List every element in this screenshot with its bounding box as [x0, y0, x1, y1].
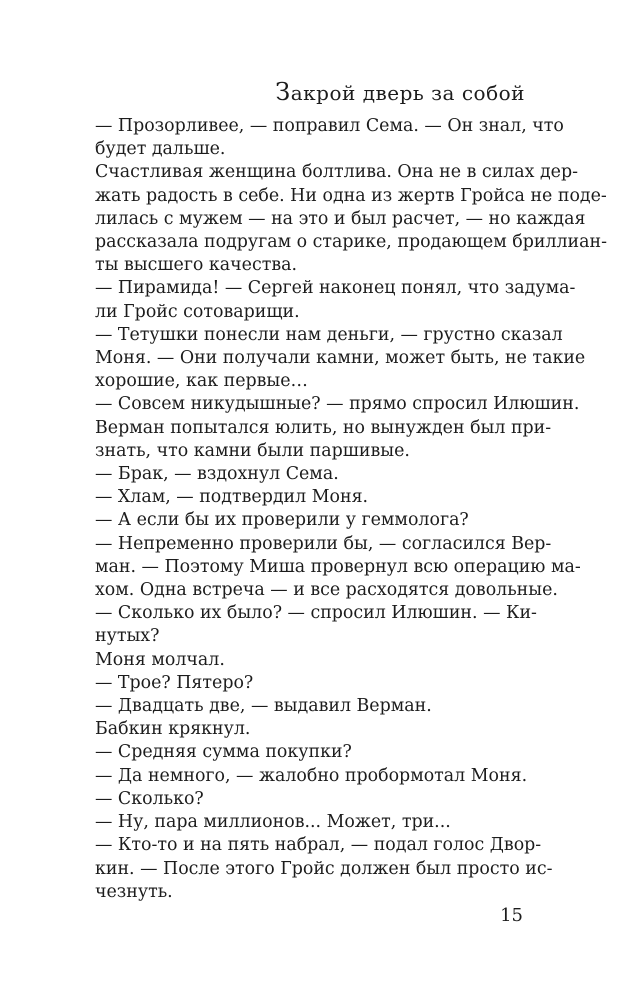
text-line: хом. Одна встреча — и все расходятся довольные. — [95, 580, 558, 601]
text-line: Моня. — Они получали камни, может быть, не такие — [95, 348, 586, 369]
text-line: — Кто-то и на пять набрал, — подал голос Двор- — [95, 835, 542, 856]
text-line: — Пирамида! — Сергей наконец понял, что задума- — [95, 278, 576, 299]
text-line: жать радость в себе. Ни одна из жертв Гройса не поде- — [95, 185, 607, 206]
body-text — [95, 115, 607, 904]
text-line: Верман попытался юлить, но вынужден был при- — [95, 417, 552, 438]
text-line: — Ну, пара миллионов... Может, три... — [95, 812, 451, 833]
text-line: — Тетушки понесли нам деньги, — грустно сказал — [95, 324, 563, 345]
running-head-initial: З — [275, 78, 291, 106]
text-line: — Трое? Пятеро? — [95, 672, 254, 693]
text-line: Счастливая женщина болтлива. Она не в силах дер- — [95, 162, 578, 183]
text-line: — Сколько их было? — спросил Илюшин. — Ки- — [95, 603, 537, 624]
text-line: кин. — После этого Гройс должен был просто ис- — [95, 858, 553, 879]
text-line: ман. — Поэтому Миша провернул всю операцию ма- — [95, 556, 581, 577]
text-line: знать, что камни были паршивые. — [95, 440, 410, 461]
text-line: Бабкин крякнул. — [95, 719, 251, 740]
text-line: — Сколько? — [95, 788, 204, 809]
text-line: — Совсем никудышные? — прямо спросил Илюшин. — [95, 394, 580, 415]
text-line: будет дальше. — [95, 139, 226, 160]
text-line: ты высшего качества. — [95, 255, 298, 276]
text-line: — Непременно проверили бы, — согласился Вер- — [95, 533, 552, 554]
text-line: — Средняя сумма покупки? — [95, 742, 352, 763]
running-head-text: акрой дверь за собой — [290, 81, 525, 105]
text-line: — А если бы их проверили у геммолога? — [95, 510, 469, 531]
text-line: — Брак, — вздохнул Сема. — [95, 464, 339, 485]
text-line: нутых? — [95, 626, 160, 647]
text-line: — Да немного, — жалобно пробормотал Моня. — [95, 765, 528, 786]
running-head — [275, 80, 525, 105]
text-line: лилась с мужем — на это и был расчет, — но каждая — [95, 208, 586, 229]
text-line: — Прозорливее, — поправил Сема. — Он знал, что — [95, 116, 564, 136]
text-line: хорошие, как первые… — [95, 371, 308, 392]
text-line: рассказала подругам о старике, продающем бриллиан- — [95, 232, 607, 253]
text-line: ли Гройс сотоварищи. — [95, 301, 300, 322]
text-line: — Хлам, — подтвердил Моня. — [95, 487, 369, 508]
page-number: 15 — [500, 905, 523, 926]
text-line: чезнуть. — [95, 881, 173, 902]
text-line: Моня молчал. — [95, 649, 225, 670]
text-line: — Двадцать две, — выдавил Верман. — [95, 696, 432, 717]
